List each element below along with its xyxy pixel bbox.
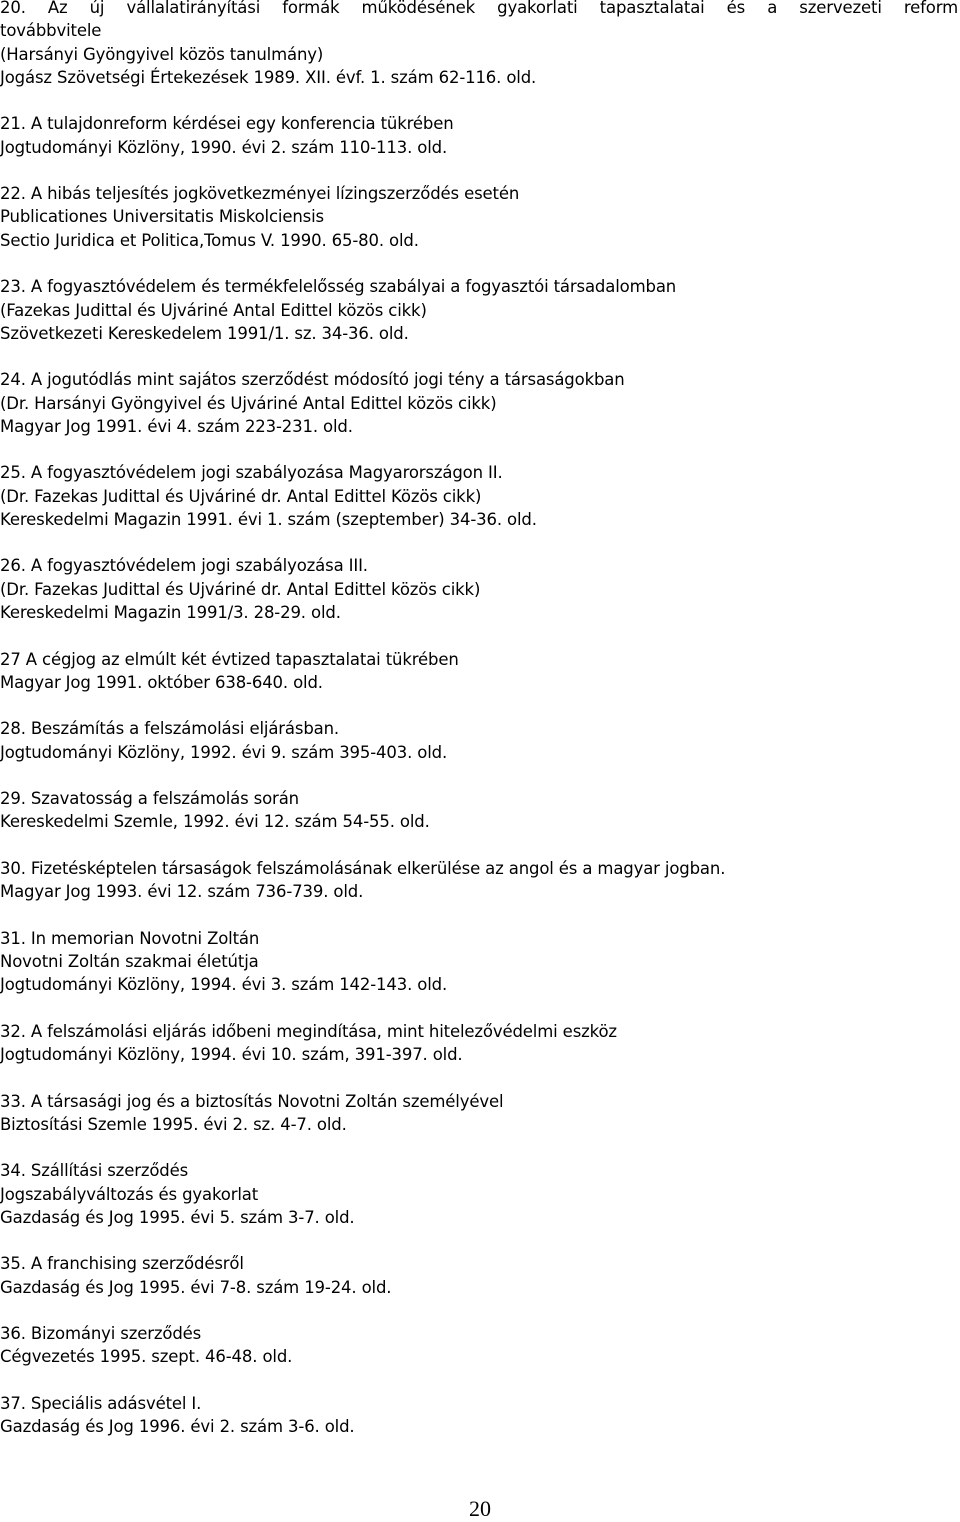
entry-line: Magyar Jog 1991. évi 4. szám 223-231. old. — [0, 416, 353, 436]
entry-line: Cégvezetés 1995. szept. 46-48. old. — [0, 1347, 293, 1367]
entry-line: Novotni Zoltán szakmai életútja — [0, 951, 259, 971]
entry-line: (Dr. Fazekas Judittal és Ujváriné dr. Antal Edittel közös cikk) — [0, 579, 481, 599]
entry-line: 26. A fogyasztóvédelem jogi szabályozása III. — [0, 556, 368, 576]
entry-line: 24. A jogutódlás mint sajátos szerződést módosító jogi tény a társaságokban — [0, 370, 625, 390]
publication-entry-32 — [0, 1020, 960, 1067]
entry-line: Gazdaság és Jog 1995. évi 5. szám 3-7. old. — [0, 1207, 355, 1227]
entry-line: Jogtudományi Közlöny, 1994. évi 3. szám 142-143. old. — [0, 975, 448, 995]
entry-line: Sectio Juridica et Politica,Tomus V. 1990. 65-80. old. — [0, 230, 419, 250]
entry-line: Jogtudományi Közlöny, 1994. évi 10. szám, 391-397. old. — [0, 1045, 463, 1065]
entry-line: 34. Szállítási szerződés — [0, 1161, 189, 1181]
entry-line: Jogtudományi Közlöny, 1990. évi 2. szám 110-113. old. — [0, 137, 448, 157]
entry-line: Publicationes Universitatis Miskolciensis — [0, 207, 324, 227]
publication-entry-21 — [0, 112, 960, 159]
entry-line: 22. A hibás teljesítés jogkövetkezményei lízingszerződés esetén — [0, 184, 520, 204]
publication-entry-22 — [0, 182, 960, 252]
entry-line: 21. A tulajdonreform kérdései egy konferencia tükrében — [0, 114, 454, 134]
entry-line: 30. Fizetésképtelen társaságok felszámolásának elkerülése az angol és a magyar jogban. — [0, 858, 726, 878]
publication-entry-20 — [0, 0, 960, 89]
entry-line: (Harsányi Gyöngyivel közös tanulmány) — [0, 44, 324, 64]
entry-line: Jogász Szövetségi Értekezések 1989. XII. évf. 1. szám 62-116. old. — [0, 67, 537, 87]
entry-line: 33. A társasági jog és a biztosítás Novotni Zoltán személyével — [0, 1091, 504, 1111]
entry-line: (Dr. Fazekas Judittal és Ujváriné dr. Antal Edittel Közös cikk) — [0, 486, 482, 506]
publication-entry-36 — [0, 1322, 960, 1369]
entry-line: 32. A felszámolási eljárás időbeni megindítása, mint hitelezővédelmi eszköz — [0, 1021, 617, 1041]
entry-line: Gazdaság és Jog 1996. évi 2. szám 3-6. old. — [0, 1417, 355, 1437]
page-number: 20 — [469, 1496, 491, 1521]
entry-line: 20. Az új vállalatirányítási formák működésének gyakorlati tapasztalatai és a szervezeti reform — [0, 0, 958, 17]
entry-line: Biztosítási Szemle 1995. évi 2. sz. 4-7. old. — [0, 1114, 347, 1134]
entry-line: Kereskedelmi Magazin 1991/3. 28-29. old. — [0, 603, 341, 623]
publication-entry-28 — [0, 717, 960, 764]
publication-entry-37 — [0, 1392, 960, 1439]
publication-entry-29 — [0, 787, 960, 834]
entry-line: Szövetkezeti Kereskedelem 1991/1. sz. 34-36. old. — [0, 323, 409, 343]
entry-line: Kereskedelmi Szemle, 1992. évi 12. szám 54-55. old. — [0, 812, 430, 832]
entry-line: 36. Bizományi szerződés — [0, 1324, 202, 1344]
entry-line: 23. A fogyasztóvédelem és termékfelelősség szabályai a fogyasztói társadalomban — [0, 277, 677, 297]
publication-entry-23 — [0, 275, 960, 345]
publication-entry-26 — [0, 554, 960, 624]
publication-entry-33 — [0, 1090, 960, 1137]
entry-line: 28. Beszámítás a felszámolási eljárásban. — [0, 719, 340, 739]
entry-line: Gazdaság és Jog 1995. évi 7-8. szám 19-24. old. — [0, 1277, 392, 1297]
publication-entry-30 — [0, 857, 960, 904]
publication-entry-25 — [0, 461, 960, 531]
publication-entry-31 — [0, 927, 960, 997]
entry-line: Jogtudományi Közlöny, 1992. évi 9. szám 395-403. old. — [0, 742, 448, 762]
entry-line: 27 A cégjog az elmúlt két évtized tapasztalatai tükrében — [0, 649, 459, 669]
entry-line: 37. Speciális adásvétel I. — [0, 1393, 202, 1413]
entry-line: 25. A fogyasztóvédelem jogi szabályozása Magyarországon II. — [0, 463, 503, 483]
entry-line: Magyar Jog 1991. október 638-640. old. — [0, 672, 323, 692]
entry-line: (Dr. Harsányi Gyöngyivel és Ujváriné Antal Edittel közös cikk) — [0, 393, 497, 413]
publication-entry-34 — [0, 1159, 960, 1229]
publication-entry-24 — [0, 368, 960, 438]
publication-entry-27 — [0, 648, 960, 695]
publication-entry-35 — [0, 1252, 960, 1299]
entry-line: Jogszabályváltozás és gyakorlat — [0, 1184, 259, 1204]
entry-line: Kereskedelmi Magazin 1991. évi 1. szám (szeptember) 34-36. old. — [0, 509, 537, 529]
entry-line: 31. In memorian Novotni Zoltán — [0, 928, 260, 948]
entry-line: (Fazekas Judittal és Ujváriné Antal Edittel közös cikk) — [0, 300, 427, 320]
entry-line: 29. Szavatosság a felszámolás során — [0, 789, 299, 809]
entry-line: továbbvitele — [0, 21, 102, 41]
entry-line: 35. A franchising szerződésről — [0, 1254, 244, 1274]
entry-line: Magyar Jog 1993. évi 12. szám 736-739. old. — [0, 882, 364, 902]
